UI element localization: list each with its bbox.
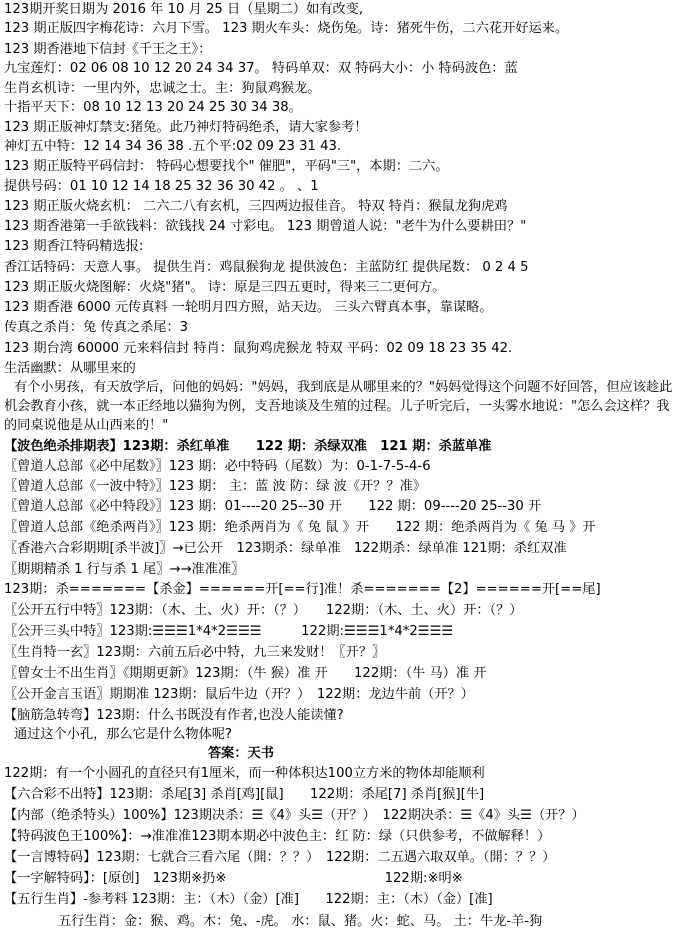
wave-color-kill-line: 【波色绝杀排期表】123期：杀红单准 122 期：杀绿双准 121 期：杀蓝单准 (4, 439, 492, 454)
fire-mystery-line: 123 期正版火烧玄机： 二六二八有玄机，三四两边报佳音。 特双 特肖：猴鼠龙狗虎鸡 (4, 199, 508, 214)
golden-words-line: 〖公开金言玉语〗期期准 123期：鼠后牛边（开？） 122期：龙边牛前（开？） (4, 687, 474, 702)
lamp-five-line: 神灯五中特：12 14 34 36 38 .五个平:02 09 23 31 43. (4, 139, 342, 154)
humor-paragraph: 有个小男孩，有天放学后，问他的妈妈："妈妈，我到底是从哪里来的？"妈妈觉得这个问题不好回答，但应该趁此机会教育小孩，就一本正经地以猫狗为例，支吾地谈及生殖的过程。儿子听完后，一头雾水地说："怎么会这样？我的同桌说他是从山西来的！" (4, 380, 673, 433)
hk-special-code-line: 香江话特码：天意人事。 提供生肖：鸡鼠猴狗龙 提供波色：主蓝防红 提供尾数： 0 2 4 5 (4, 260, 529, 275)
wave-king-line: 【特码波色王100%】：→准准准123期本期必中波色主：红 防：绿（只供参考，不做解释！） (4, 829, 551, 844)
plum-poem-line: 123 期正版四字梅花诗：六月下雪。 123 期火车头：烧伤兔。诗：猪死牛伤，二六花开好运来。 (4, 21, 569, 36)
kill-two-zodiac-line: 〖曾道人总部《绝杀两肖》〗123 期：绝杀两肖为《 兔 鼠 》开 122 期：绝杀两肖为《 兔 马 》开 (4, 520, 596, 535)
envelope-title-line: 123 期香港地下信封《千王之王》： (4, 42, 212, 57)
no-special-line: 【六合彩不出特】123期：杀尾[3] 杀肖[鸡][鼠] 122期：杀尾[7] 杀肖[猴][牛] (4, 787, 485, 802)
riddle-122-line: 122期：有一个小圆孔的直径只有1厘米，而一种体积达100立方米的物体却能顺利 (4, 766, 485, 781)
taiwan-envelope-line: 123 期台湾 60000 元来料信封 特肖：鼠狗鸡虎猴龙 特双 平码：02 09 18 23 35 42. (4, 341, 513, 356)
special-segment-line: 〖曾道人总部《必中特段》〗123 期：01----20 25--30 开 122 期：09----20 25--30 开 (4, 499, 542, 514)
flat-code-envelope-line: 123 期正版特平码信封： 特码心想要找个" 催肥"，平码"三"，本期：二六。 (4, 159, 449, 174)
internal-kill-head-line: 【内部（绝杀特头）100%】123期决杀：☰《4》头☰（开？） 122期决杀：☰《4》头☰（开？） (4, 808, 585, 823)
three-heads-line: 〖公开三头中特〗123期:☰☰☰1*4*2☰☰☰ 122期:☰☰☰1*4*2☰☰☰ (4, 624, 454, 639)
ms-zeng-line: 〖曾女士不出生肖〗《期期更新》123期：（牛 猴）准 开 122期：（牛 马）准 开 (4, 666, 487, 681)
kill-row-tail-title-line: 〖期期精杀 1 行与杀 1 尾〗→→准准准〗 (4, 562, 245, 577)
humor-title-line: 生活幽默：从哪里来的 (4, 361, 136, 376)
five-element-list-line: 五行生肖：金：猴、鸡。木：兔、-虎。 水：鼠、猪。火：蛇、马。 土：牛龙-羊-狗 (58, 914, 543, 929)
fire-diagram-line: 123 期正版火烧图解：火烧"猪"。 诗：原是三四五更时，得来三二更何方。 (4, 280, 446, 295)
one-wave-line: 〖曾道人总部《一波中特》〗123 期： 主：蓝 波 防：绿 波《开？？准》 (4, 479, 426, 494)
zodiac-mystery-line: 〖生肖特一玄〗123期：六前五后必中特，九三来发财！〖开？〗 (4, 645, 386, 660)
lamp-ban-line: 123 期正版神灯禁支:猪兔。此乃神灯特码绝杀，请大家参考！ (4, 120, 368, 135)
lotus-lamp-numbers-line: 九宝莲灯：02 06 08 10 12 20 24 34 37。 特码单双：双 特码大小：小 特码波色：蓝 (4, 61, 518, 76)
zodiac-poem-line: 生肖玄机诗：一里内外，忠诚之士。主：狗鼠鸡猴龙。 (4, 81, 321, 96)
riddle-question-cont-line: 通过这个小孔，那么它是什么物体呢? (14, 727, 232, 742)
ten-fingers-line: 十指平天下：08 10 12 13 20 24 25 30 34 38。 (4, 100, 302, 115)
provided-numbers-line: 提供号码：01 10 12 14 18 25 32 36 30 42 。 、1 (4, 179, 319, 194)
riddle-question-line: 【脑筋急转弯】123期：什么书既没有作者,也没人能读懂? (4, 708, 344, 723)
kill-metal-line: 123期：杀=======【杀金】======开[==行]准！杀=======【2】======开[==尾] (4, 582, 601, 597)
fax-kill-line: 传真之杀肖：兔 传真之杀尾：3 (4, 320, 189, 335)
five-elements-line: 〖公开五行中特〗123期：（木、土、火）开：（？） 122期：（木、土、火）开：（？） (4, 603, 523, 618)
hk-first-hand-line: 123 期香港第一手欲钱料：欲钱找 24 寸彩电。 123 期曾道人说："老牛为什么要耕田？" (4, 219, 527, 234)
half-wave-kill-line: 〖香港六合彩期期[杀半波]〗→已公开 123期杀：绿单准 122期杀：绿单准 121期：杀红双准 (4, 541, 567, 556)
tail-number-line: 〖曾道人总部《必中尾数》〗123 期：必中特码（尾数）为：0-1-7-5-4-6 (4, 459, 431, 474)
five-element-zodiac-line: 【五行生肖】-参考料 123期：主：（木）（金）[准] 122期：主：（木）（金）[准] (4, 892, 493, 907)
one-word-bet-line: 【一言博特码】123期：七就合三看六尾（開：？？） 122期：二五遇六取双单。（開：？？） (4, 850, 556, 865)
fax-material-line: 123 期香港 6000 元传真料 一轮明月四方照，站天边。 三头六臂真本事，靠谋略。 (4, 300, 493, 315)
riddle-answer-line: 答案：天书 (208, 746, 274, 761)
draw-date-line: 123期开奖日期为 2016 年 10 月 25 日（星期二）如有改变, (4, 2, 364, 17)
one-character-line: 【一字解特码】：[原创] 123期※扔※ 122期:※明※ (4, 871, 463, 886)
hk-selection-title-line: 123 期香江特码精选报: (4, 239, 144, 254)
